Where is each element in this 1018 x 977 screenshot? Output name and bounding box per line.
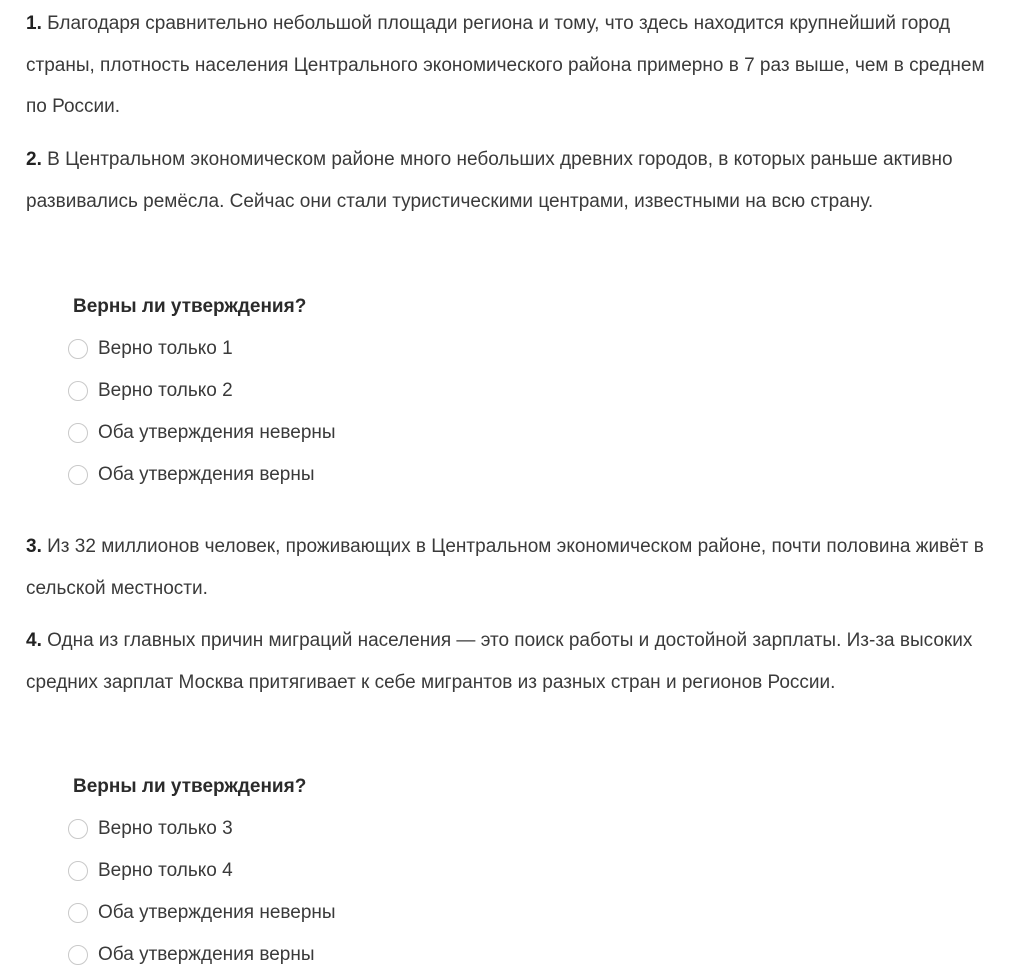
answer-option-1[interactable]	[68, 816, 233, 842]
question-title: Верны ли утверждения?	[73, 776, 307, 797]
answer-option-label: Верно только 1	[98, 338, 233, 359]
statement-number: 2.	[26, 149, 42, 170]
question-title: Верны ли утверждения?	[73, 296, 307, 317]
statement-text: В Центральном экономическом районе много небольших древних городов, в которых раньше активно развивались ремёсла. Сейчас они стали туристическими центрами, известными на всю страну.	[26, 149, 953, 212]
question-2	[73, 775, 673, 965]
answer-option-label: Верно только 2	[98, 380, 233, 401]
statement-text: Из 32 миллионов человек, проживающих в Центральном экономическом районе, почти половина живёт в сельской местности.	[26, 536, 984, 599]
radio-button[interactable]	[68, 861, 88, 881]
answer-option-label: Оба утверждения верны	[98, 944, 315, 965]
answer-option-2[interactable]	[68, 858, 233, 884]
answer-option-label: Верно только 4	[98, 860, 233, 881]
statement-number: 3.	[26, 536, 42, 557]
statement-4	[26, 620, 1001, 703]
statement-2	[26, 139, 1001, 222]
question-1	[73, 295, 673, 485]
radio-button[interactable]	[68, 945, 88, 965]
answer-option-3[interactable]	[68, 900, 336, 926]
answer-option-4[interactable]	[68, 462, 315, 488]
answer-option-label: Верно только 3	[98, 818, 233, 839]
statement-number: 4.	[26, 630, 42, 651]
statement-3	[26, 526, 1001, 609]
radio-button[interactable]	[68, 381, 88, 401]
answer-option-4[interactable]	[68, 942, 315, 968]
radio-button[interactable]	[68, 465, 88, 485]
answer-option-3[interactable]	[68, 420, 336, 446]
statement-text: Благодаря сравнительно небольшой площади региона и тому, что здесь находится крупнейший город страны, плотность населения Центрального экономического района примерно в 7 раз выше, чем в среднем по России.	[26, 13, 985, 117]
radio-button[interactable]	[68, 903, 88, 923]
radio-button[interactable]	[68, 819, 88, 839]
radio-button[interactable]	[68, 339, 88, 359]
answer-option-2[interactable]	[68, 378, 233, 404]
statement-number: 1.	[26, 13, 42, 34]
answer-option-1[interactable]	[68, 336, 233, 362]
answer-option-label: Оба утверждения неверны	[98, 422, 336, 443]
statement-text: Одна из главных причин миграций населения — это поиск работы и достойной зарплаты. Из-за высоких средних зарплат Москва притягивает к себе мигрантов из разных стран и регионов России.	[26, 630, 973, 693]
answer-option-label: Оба утверждения неверны	[98, 902, 336, 923]
statement-1	[26, 3, 1001, 128]
radio-button[interactable]	[68, 423, 88, 443]
answer-option-label: Оба утверждения верны	[98, 464, 315, 485]
